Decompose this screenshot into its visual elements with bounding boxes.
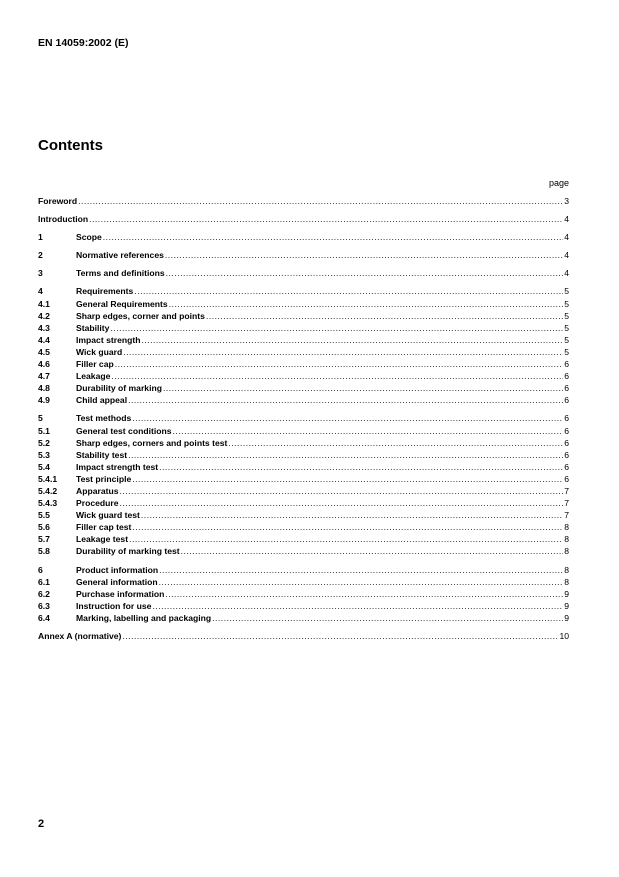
- toc-entry-page: 6: [564, 359, 569, 370]
- toc-entry-number: 6.1: [38, 576, 50, 587]
- toc-entry-page: 5: [564, 298, 569, 309]
- toc-entry-page: 9: [564, 588, 569, 599]
- toc-entry-number: 1: [38, 232, 43, 243]
- toc-leader-dots: [128, 449, 563, 461]
- toc-entry-page: 3: [564, 196, 569, 206]
- toc-leader-dots: [122, 630, 558, 642]
- toc-entry-title: Filler cap: [76, 359, 114, 370]
- toc-entry[interactable]: [38, 630, 569, 642]
- toc-leader-dots: [159, 576, 564, 588]
- toc-entry-title: Instruction for use: [76, 600, 152, 611]
- toc-entry-title: General Requirements: [76, 298, 168, 309]
- toc-entry-page: 8: [564, 522, 569, 533]
- toc-entry-number: 5.6: [38, 522, 50, 533]
- toc-entry-title: Test methods: [76, 413, 132, 424]
- toc-entry-title: Procedure: [76, 498, 119, 509]
- toc-entry-page: 9: [564, 612, 569, 623]
- toc-entry-page: 8: [564, 564, 569, 575]
- toc-entry[interactable]: [38, 322, 569, 334]
- toc-entry-title: Terms and definitions: [76, 268, 165, 279]
- toc-entry-number: 4.3: [38, 322, 50, 333]
- toc-entry[interactable]: [38, 588, 569, 600]
- toc-leader-dots: [163, 382, 563, 394]
- toc-leader-dots: [132, 521, 563, 533]
- toc-entry[interactable]: [38, 576, 569, 588]
- toc-entry[interactable]: [38, 533, 569, 545]
- toc-entry-page: 6: [564, 473, 569, 484]
- toc-leader-dots: [128, 394, 563, 406]
- toc-entry-title: Product information: [76, 564, 159, 575]
- document-id: EN 14059:2002 (E): [38, 37, 129, 49]
- toc-entry-title: Annex A (normative): [38, 631, 122, 641]
- toc-entry-number: 4.5: [38, 346, 50, 357]
- toc-entry-title: Marking, labelling and packaging: [76, 612, 212, 623]
- toc-entry[interactable]: [38, 461, 569, 473]
- toc-leader-dots: [206, 310, 563, 322]
- toc-entry-number: 5.4.1: [38, 473, 58, 484]
- toc-entry-number: 4.6: [38, 359, 50, 370]
- toc-entry[interactable]: [38, 346, 569, 358]
- toc-entry-number: 5.5: [38, 510, 50, 521]
- toc-entry[interactable]: [38, 334, 569, 346]
- toc-entry[interactable]: [38, 370, 569, 382]
- toc-entry[interactable]: [38, 521, 569, 533]
- toc-entry-title: Impact strength: [76, 334, 141, 345]
- toc-entry-title: Durability of marking: [76, 383, 162, 394]
- toc-entry-page: 4: [564, 268, 569, 279]
- toc-entry-number: 6.3: [38, 600, 50, 611]
- toc-entry-number: 6: [38, 564, 43, 575]
- toc-entry-number: 4.2: [38, 310, 50, 321]
- toc-leader-dots: [115, 358, 563, 370]
- toc-leader-dots: [165, 588, 563, 600]
- toc-entry-title: Test principle: [76, 473, 132, 484]
- toc-leader-dots: [110, 322, 563, 334]
- toc-entry[interactable]: [38, 267, 569, 279]
- toc-entry-page: 5: [564, 322, 569, 333]
- toc-entry-number: 5.7: [38, 534, 50, 545]
- toc-entry-number: 4.1: [38, 298, 50, 309]
- toc-entry-title: Leakage test: [76, 534, 129, 545]
- page-column-label: page: [548, 178, 569, 188]
- toc-entry-page: 5: [564, 286, 569, 297]
- toc-entry[interactable]: [38, 231, 569, 243]
- toc-entry-number: 5.1: [38, 425, 50, 436]
- toc-entry-page: 6: [564, 437, 569, 448]
- toc-entry-page: 6: [564, 461, 569, 472]
- toc-leader-dots: [152, 600, 563, 612]
- toc-entry-title: Scope: [76, 232, 102, 243]
- toc-entry-title: Wick guard test: [76, 510, 140, 521]
- toc-leader-dots: [103, 231, 563, 243]
- toc-entry-number: 5.4.3: [38, 498, 58, 509]
- toc-entry[interactable]: [38, 358, 569, 370]
- toc-leader-dots: [181, 545, 564, 557]
- toc-entry[interactable]: [38, 394, 569, 406]
- toc-entry-number: 5.2: [38, 437, 50, 448]
- toc-leader-dots: [173, 425, 564, 437]
- toc-leader-dots: [120, 485, 564, 497]
- toc-entry-page: 6: [564, 413, 569, 424]
- toc-entry[interactable]: [38, 213, 569, 225]
- toc-entry-number: 2: [38, 250, 43, 261]
- toc-entry-title: Filler cap test: [76, 522, 132, 533]
- toc-leader-dots: [159, 564, 563, 576]
- toc-entry[interactable]: [38, 545, 569, 557]
- toc-entry-page: 7: [564, 510, 569, 521]
- toc-leader-dots: [134, 285, 563, 297]
- toc-entry-page: 4: [564, 232, 569, 243]
- page-number: 2: [38, 818, 45, 830]
- toc-entry-title: Stability: [76, 322, 110, 333]
- toc-entry-title: Purchase information: [76, 588, 165, 599]
- toc-entry-number: 4.8: [38, 383, 50, 394]
- toc-entry-page: 5: [564, 346, 569, 357]
- toc-entry-number: 6.2: [38, 588, 50, 599]
- toc-leader-dots: [212, 612, 563, 624]
- toc-entry[interactable]: [38, 412, 569, 424]
- toc-entry[interactable]: [38, 473, 569, 485]
- toc-leader-dots: [141, 334, 563, 346]
- toc-entry-title: Normative references: [76, 250, 164, 261]
- toc-leader-dots: [159, 461, 563, 473]
- toc-entry-number: 5.4: [38, 461, 50, 472]
- toc-entry[interactable]: [38, 564, 569, 576]
- toc-entry-title: Impact strength test: [76, 461, 159, 472]
- toc-entry-number: 5.4.2: [38, 485, 58, 496]
- toc-entry-title: Leakage: [76, 371, 111, 382]
- toc-entry-title: Sharp edges, corner and points: [76, 310, 205, 321]
- toc-leader-dots: [141, 509, 563, 521]
- toc-entry[interactable]: [38, 425, 569, 437]
- toc-entry-number: 3: [38, 268, 43, 279]
- toc-entry-number: 5.8: [38, 546, 50, 557]
- toc-entry-title: Child appeal: [76, 395, 128, 406]
- toc-entry-number: 4.7: [38, 371, 50, 382]
- toc-entry-title: Apparatus: [76, 485, 119, 496]
- toc-entry-page: 6: [564, 395, 569, 406]
- toc-entry[interactable]: [38, 600, 569, 612]
- toc-entry-number: 4: [38, 286, 43, 297]
- toc-leader-dots: [132, 412, 563, 424]
- toc-entry-title: Sharp edges, corners and points test: [76, 437, 228, 448]
- toc-entry[interactable]: [38, 285, 569, 297]
- table-of-contents: [38, 195, 569, 642]
- page-title: Contents: [38, 137, 103, 154]
- toc-entry-number: 6.4: [38, 612, 50, 623]
- toc-entry-page: 8: [564, 576, 569, 587]
- toc-leader-dots: [166, 267, 564, 279]
- toc-entry-page: 4: [564, 214, 569, 225]
- toc-leader-dots: [165, 249, 563, 261]
- toc-leader-dots: [132, 473, 563, 485]
- toc-entry-number: 5.3: [38, 449, 50, 460]
- toc-entry[interactable]: [38, 298, 569, 310]
- toc-entry-title: General information: [76, 576, 158, 587]
- toc-entry-title: Wick guard: [76, 346, 123, 357]
- toc-leader-dots: [228, 437, 563, 449]
- toc-entry[interactable]: [38, 249, 569, 261]
- toc-entry-page: 9: [564, 600, 569, 611]
- toc-entry-page: 8: [564, 534, 569, 545]
- toc-entry-title: Foreword: [38, 196, 78, 206]
- toc-entry-title: General test conditions: [76, 425, 172, 436]
- toc-entry-page: 5: [564, 334, 569, 345]
- toc-entry[interactable]: [38, 449, 569, 461]
- toc-entry-page: 6: [564, 425, 569, 436]
- toc-leader-dots: [123, 346, 563, 358]
- toc-entry-page: 8: [564, 546, 569, 557]
- toc-entry-title: Introduction: [38, 214, 89, 225]
- toc-entry-page: 6: [564, 383, 569, 394]
- toc-entry-page: 10: [559, 631, 569, 641]
- toc-entry[interactable]: [38, 485, 569, 497]
- toc-leader-dots: [169, 298, 564, 310]
- toc-entry-page: 7: [564, 485, 569, 496]
- toc-entry[interactable]: [38, 437, 569, 449]
- toc-entry-page: 6: [564, 449, 569, 460]
- toc-entry-number: 5: [38, 413, 43, 424]
- toc-entry[interactable]: [38, 509, 569, 521]
- toc-entry-title: Durability of marking test: [76, 546, 180, 557]
- toc-entry[interactable]: [38, 497, 569, 509]
- toc-leader-dots: [120, 497, 564, 509]
- toc-entry[interactable]: [38, 612, 569, 624]
- toc-entry-number: 4.9: [38, 395, 50, 406]
- toc-entry-number: 4.4: [38, 334, 50, 345]
- toc-entry-page: 5: [564, 310, 569, 321]
- toc-entry-title: Requirements: [76, 286, 134, 297]
- toc-entry-page: 6: [564, 371, 569, 382]
- toc-leader-dots: [78, 195, 563, 207]
- toc-leader-dots: [111, 370, 563, 382]
- toc-leader-dots: [89, 213, 563, 225]
- toc-entry[interactable]: [38, 195, 569, 207]
- toc-entry[interactable]: [38, 310, 569, 322]
- toc-entry-page: 7: [564, 498, 569, 509]
- toc-leader-dots: [129, 533, 563, 545]
- toc-entry-title: Stability test: [76, 449, 128, 460]
- toc-entry[interactable]: [38, 382, 569, 394]
- toc-entry-page: 4: [564, 250, 569, 261]
